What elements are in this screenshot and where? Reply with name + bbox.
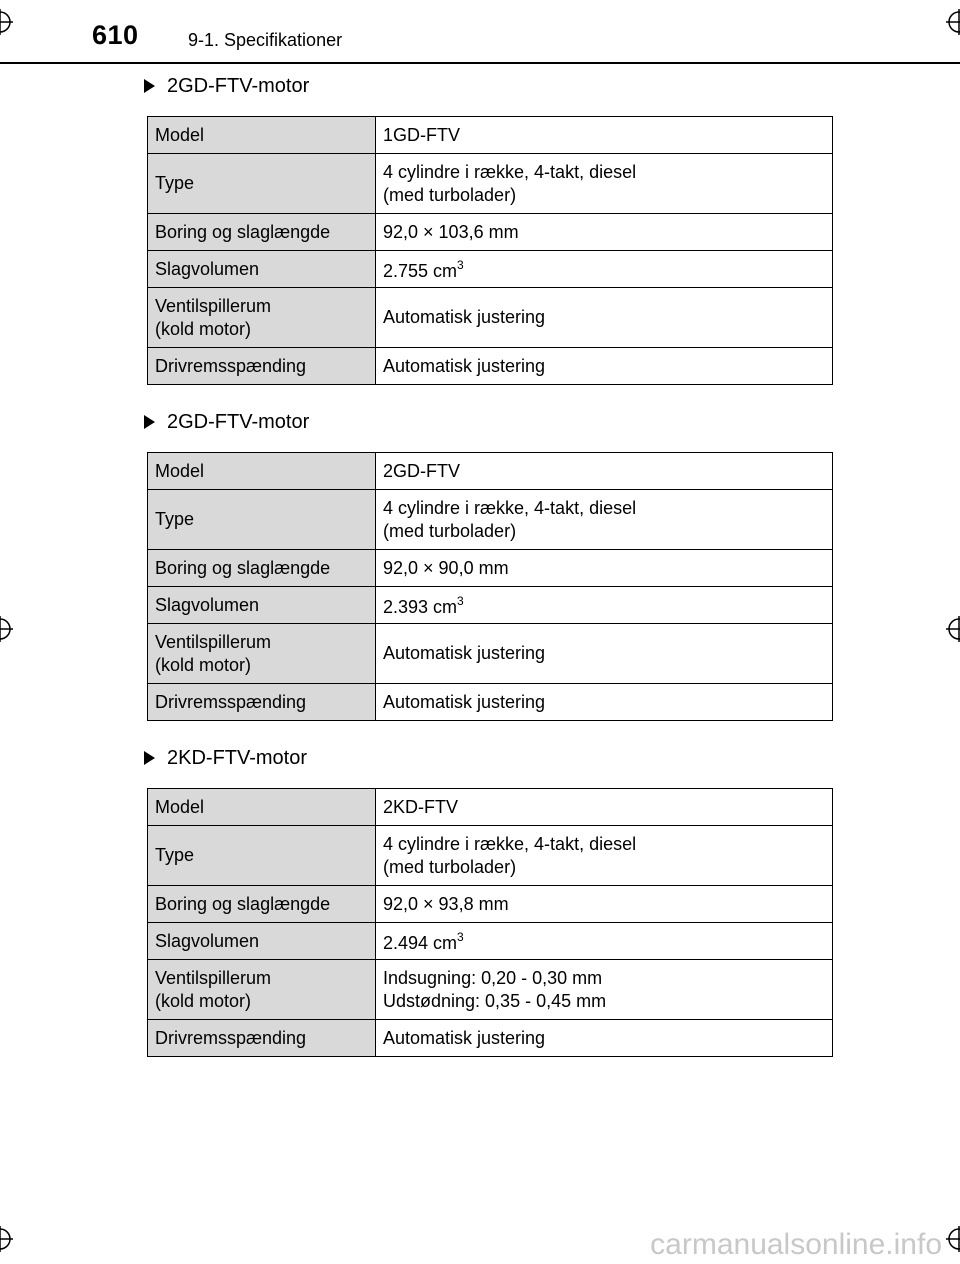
spec-key: Model: [148, 453, 376, 490]
spec-key: Ventilspillerum (kold motor): [148, 288, 376, 348]
spec-value: 4 cylindre i række, 4-takt, diesel (med turbolader): [376, 490, 833, 550]
registration-mark-icon: [946, 9, 960, 35]
section-heading: [142, 408, 309, 436]
table-row: [148, 348, 833, 385]
table-row: [148, 453, 833, 490]
table-row: [148, 826, 833, 886]
registration-mark-icon: [0, 1226, 13, 1252]
spec-key: Slagvolumen: [148, 251, 376, 288]
table-row: [148, 789, 833, 826]
spec-key: Ventilspillerum (kold motor): [148, 960, 376, 1020]
table-row: [148, 490, 833, 550]
table-row: [148, 587, 833, 624]
spec-key: Model: [148, 789, 376, 826]
table-row: [148, 154, 833, 214]
registration-mark-icon: [0, 9, 13, 35]
spec-value: 2GD-FTV: [376, 453, 833, 490]
section-heading-text: 2GD-FTV-motor: [167, 74, 310, 97]
registration-mark-icon: [946, 1226, 960, 1252]
table-row: [148, 214, 833, 251]
spec-value: Automatisk justering: [376, 348, 833, 385]
table-row: [148, 251, 833, 288]
spec-value: 92,0 × 90,0 mm: [376, 550, 833, 587]
spec-key: Ventilspillerum (kold motor): [148, 624, 376, 684]
table-row: [148, 117, 833, 154]
spec-key: Type: [148, 154, 376, 214]
registration-mark-icon: [0, 616, 13, 642]
spec-key: Type: [148, 826, 376, 886]
section-heading: [142, 72, 309, 100]
section-heading: [142, 744, 307, 772]
arrow-right-icon: [144, 415, 155, 429]
page-number: 610: [92, 20, 139, 50]
spec-value: 2.494 $cm^3$: [376, 923, 833, 960]
spec-key: Boring og slaglængde: [148, 214, 376, 251]
page-header: [0, 0, 960, 64]
spec-key: Drivremsspænding: [148, 348, 376, 385]
spec-value: 4 cylindre i række, 4-takt, diesel (med turbolader): [376, 154, 833, 214]
spec-value: Automatisk justering: [376, 684, 833, 721]
spec-value: Automatisk justering: [376, 288, 833, 348]
chapter-title: 9-1. Specifikationer: [188, 30, 343, 50]
spec-table: [147, 788, 833, 1057]
section-heading-text: 2KD-FTV-motor: [167, 746, 308, 769]
spec-key: Drivremsspænding: [148, 684, 376, 721]
spec-value: 92,0 × 93,8 mm: [376, 886, 833, 923]
watermark: carmanualsonline.info: [650, 1228, 942, 1261]
table-row: [148, 550, 833, 587]
section-heading-text: 2GD-FTV-motor: [167, 410, 310, 433]
header-rule: [0, 62, 960, 64]
table-row: [148, 684, 833, 721]
spec-key: Boring og slaglængde: [148, 550, 376, 587]
spec-key: Drivremsspænding: [148, 1020, 376, 1057]
spec-value: 2KD-FTV: [376, 789, 833, 826]
table-row: [148, 288, 833, 348]
spec-value: 92,0 × 103,6 mm: [376, 214, 833, 251]
spec-key: Slagvolumen: [148, 587, 376, 624]
table-row: [148, 1020, 833, 1057]
spec-value: 1GD-FTV: [376, 117, 833, 154]
spec-value: Automatisk justering: [376, 624, 833, 684]
spec-table: [147, 116, 833, 385]
spec-value: Indsugning: 0,20 - 0,30 mm Udstødning: 0,35 - 0,45 mm: [376, 960, 833, 1020]
spec-table: [147, 452, 833, 721]
table-row: [148, 886, 833, 923]
table-row: [148, 923, 833, 960]
arrow-right-icon: [144, 79, 155, 93]
spec-key: Model: [148, 117, 376, 154]
table-row: [148, 960, 833, 1020]
spec-value: Automatisk justering: [376, 1020, 833, 1057]
registration-mark-icon: [946, 616, 960, 642]
spec-value: 2.755 $cm^3$: [376, 251, 833, 288]
spec-key: Slagvolumen: [148, 923, 376, 960]
spec-value: 2.393 $cm^3$: [376, 587, 833, 624]
spec-key: Type: [148, 490, 376, 550]
spec-value: 4 cylindre i række, 4-takt, diesel (med turbolader): [376, 826, 833, 886]
spec-key: Boring og slaglængde: [148, 886, 376, 923]
arrow-right-icon: [144, 751, 155, 765]
table-row: [148, 624, 833, 684]
